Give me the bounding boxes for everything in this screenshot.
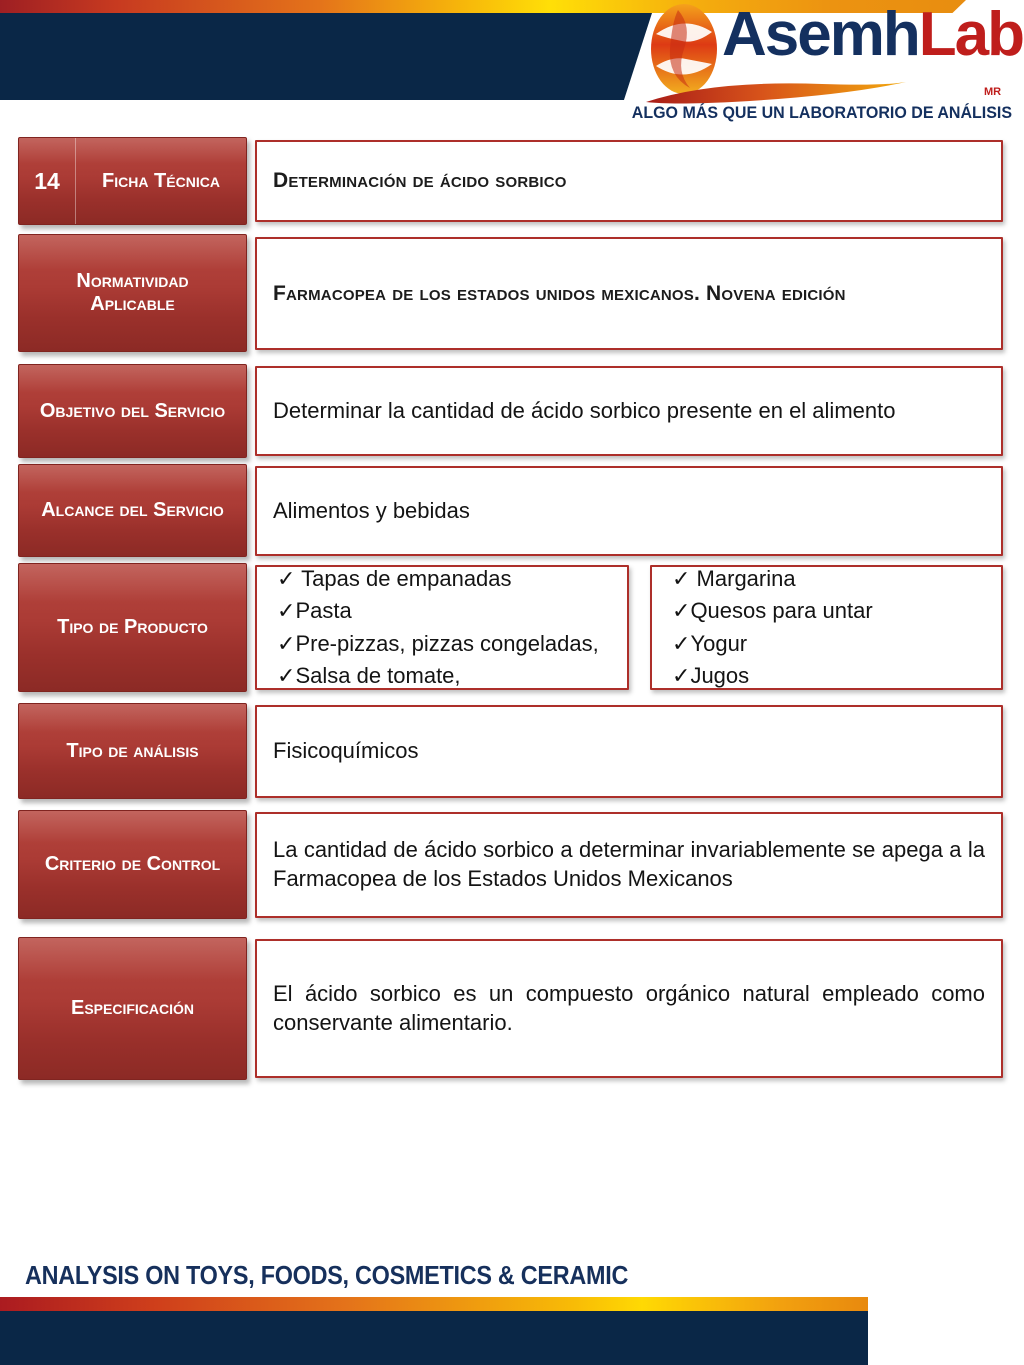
row-label-text: Tipo de Producto (57, 616, 208, 638)
product-item (672, 663, 749, 689)
row-content-productos-col2 (650, 565, 1003, 690)
check-icon: ✓ (277, 662, 296, 688)
row-label-text: Alcance del Servicio (41, 499, 224, 521)
row-content-alcance (255, 466, 1003, 556)
row-label-criterio (18, 810, 247, 919)
product-item-text: Yogur (690, 630, 748, 656)
analisis-text: Fisicoquímicos (273, 738, 419, 764)
objetivo-text: Determinar la cantidad de ácido sorbico presente en el alimento (273, 397, 896, 423)
row-label-especificacion (18, 937, 247, 1080)
product-item (672, 631, 747, 657)
row-label-alcance (18, 464, 247, 557)
footer-caption: ANALYSIS ON TOYS, FOODS, COSMETICS & CERAMIC (25, 1260, 629, 1290)
trademark-label: MR (984, 86, 1002, 98)
criterio-text: La cantidad de ácido sorbico a determinar invariablemente se apega a la Farmacopea de los Estados Unidos Mexicanos (273, 837, 985, 891)
product-item-text: Pasta (295, 598, 352, 624)
row-label-normatividad (18, 234, 247, 352)
row-label-text: Ficha Técnica (102, 169, 220, 192)
product-item-text: Salsa de tomate, (295, 662, 461, 688)
product-item (277, 566, 512, 592)
product-item (277, 631, 599, 657)
check-icon: ✓ (672, 630, 691, 656)
product-item (672, 598, 873, 624)
check-icon: ✓ (672, 598, 691, 624)
row-label-ficha-tecnica (18, 137, 247, 225)
check-icon: ✓ (672, 565, 691, 591)
logo-tagline: ALGO MÁS QUE UN LABORATORIO DE ANÁLISIS (631, 104, 1012, 122)
brand-secondary: Lab (918, 0, 1023, 69)
product-item (277, 663, 461, 689)
row-label-text: Especificación (70, 997, 194, 1019)
alcance-text: Alimentos y bebidas (273, 497, 470, 523)
sheet-number: 14 (19, 138, 76, 224)
product-item-text: Tapas de empanadas (295, 565, 512, 591)
product-item-text: Margarina (690, 565, 796, 591)
row-content-productos-col1 (255, 565, 629, 690)
normatividad-text: Farmacopea de los estados unidos mexicanos. Novena edición (273, 281, 846, 305)
product-item-text: Pre-pizzas, pizzas congeladas, (295, 630, 599, 656)
product-item-text: Quesos para untar (690, 598, 873, 624)
row-content-ficha-tecnica (255, 140, 1003, 222)
row-content-objetivo (255, 366, 1003, 456)
row-label-text: Criterio de Control (44, 853, 221, 875)
check-icon: ✓ (277, 565, 296, 591)
footer-navy-block (0, 1311, 868, 1365)
row-content-normatividad (255, 237, 1003, 350)
product-item (672, 566, 796, 592)
brand-wordmark (722, 0, 1023, 69)
product-item (277, 598, 352, 624)
check-icon: ✓ (672, 662, 691, 688)
product-item-text: Jugos (690, 662, 750, 688)
especificacion-text: El ácido sorbico es un compuesto orgánico natural empleado como conservante alimentario. (273, 980, 985, 1035)
row-label-objetivo (18, 364, 247, 458)
logo (630, 0, 1024, 130)
row-label-tipo-analisis (18, 703, 247, 799)
sheet-title: Determinación de ácido sorbico (273, 169, 567, 193)
row-content-especificacion (255, 939, 1003, 1078)
row-content-tipo-analisis (255, 705, 1003, 798)
row-label-tipo-producto (18, 563, 247, 692)
row-content-criterio (255, 812, 1003, 918)
row-label-text: Tipo de análisis (66, 739, 199, 762)
check-icon: ✓ (277, 598, 296, 624)
check-icon: ✓ (277, 630, 296, 656)
row-label-text: Objetivo del Servicio (39, 399, 226, 422)
brand-primary: Asemh (722, 0, 919, 69)
footer-gradient-strip (0, 1297, 868, 1311)
row-label-text: Normatividad Aplicable (76, 270, 189, 315)
header-navy-band (0, 13, 652, 100)
